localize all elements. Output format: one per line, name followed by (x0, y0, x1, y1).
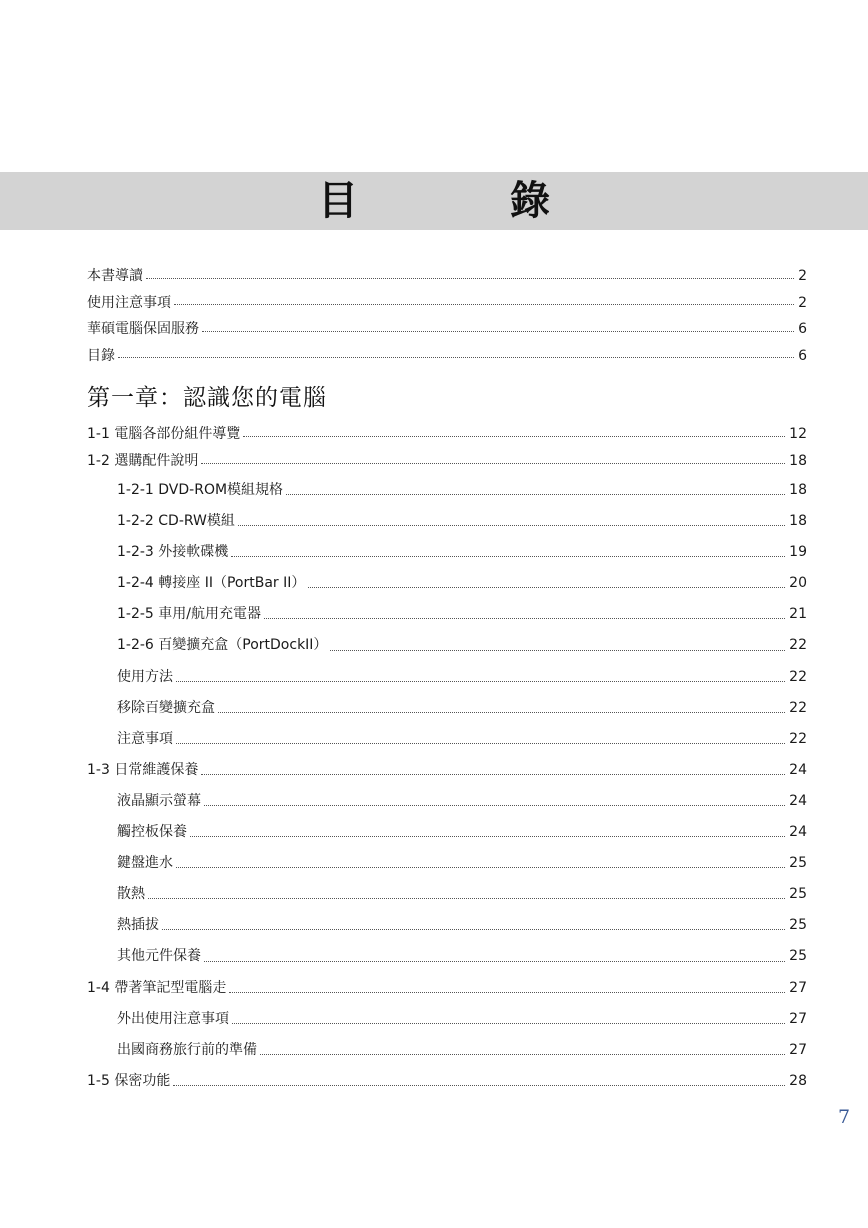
toc-entry-label: 觸控板保養 (117, 824, 187, 841)
toc-entry-page: 25 (789, 855, 807, 872)
toc-entry-page: 22 (789, 637, 807, 654)
toc-entry-label: 1-5 保密功能 (87, 1072, 171, 1089)
dot-leader (308, 587, 785, 588)
chapter-heading: 第一章：認識您的電腦 (87, 385, 327, 411)
toc-entry-label: 1-2 選購配件說明 (87, 453, 199, 469)
chapter-entries-list (87, 421, 807, 1097)
dot-leader (238, 525, 785, 526)
dot-leader (176, 867, 785, 868)
dot-leader (173, 1085, 785, 1086)
dot-leader (229, 992, 785, 993)
toc-entry-label: 1-2-3 外接軟碟機 (117, 544, 229, 561)
dot-leader (330, 650, 785, 651)
toc-entry-page: 24 (789, 761, 807, 778)
dot-leader (204, 961, 785, 962)
toc-entry-page: 18 (789, 482, 807, 498)
toc-entry-label: 移除百變擴充盒 (117, 699, 215, 716)
dot-leader (148, 898, 785, 899)
toc-entry (87, 693, 807, 724)
toc-entry-page: 25 (789, 948, 807, 965)
toc-entry (87, 941, 807, 972)
toc-entry-page: 20 (789, 575, 807, 592)
dot-leader (162, 929, 785, 930)
toc-entry-label: 1-1 電腦各部份組件導覽 (87, 426, 241, 442)
toc-entry-label: 本書導讀 (87, 268, 143, 284)
toc-entry-label: 液晶顯示螢幕 (117, 792, 201, 809)
toc-entry-label: 外出使用注意事項 (117, 1010, 229, 1027)
toc-entry-label: 使用注意事項 (87, 294, 171, 311)
toc-entry-page: 21 (789, 606, 807, 623)
toc-entry (87, 263, 807, 290)
toc-entry (87, 568, 807, 599)
toc-entry (87, 910, 807, 941)
page-number: 7 (838, 1106, 851, 1128)
toc-entry-page: 27 (789, 1010, 807, 1027)
toc-entry-page: 22 (789, 699, 807, 716)
toc-entry-page: 18 (789, 513, 807, 530)
toc-entry-page: 19 (789, 544, 807, 561)
toc-entry-page: 25 (789, 917, 807, 934)
toc-entry (87, 343, 807, 370)
toc-entry-page: 27 (789, 1041, 807, 1058)
toc-entry (87, 316, 807, 343)
toc-entry-page: 25 (789, 886, 807, 903)
dot-leader (201, 463, 785, 464)
toc-entry-label: 出國商務旅行前的準備 (117, 1041, 257, 1058)
dot-leader (190, 836, 785, 837)
toc-entry (87, 448, 807, 475)
dot-leader (286, 494, 785, 495)
toc-entry-page: 18 (789, 453, 807, 469)
toc-entry-label: 1-2-5 車用/航用充電器 (117, 606, 261, 623)
toc-entry-label: 1-2-6 百變擴充盒（PortDockII） (117, 637, 328, 654)
dot-leader (118, 357, 794, 358)
toc-entry (87, 879, 807, 910)
toc-entry-label: 1-3 日常維護保養 (87, 761, 199, 778)
toc-entry-label: 鍵盤進水 (117, 855, 173, 872)
toc-entry (87, 599, 807, 630)
toc-entry (87, 848, 807, 879)
toc-entry-page: 6 (798, 347, 807, 364)
toc-entry-page: 22 (789, 730, 807, 747)
toc-entry-page: 28 (789, 1072, 807, 1089)
front-matter-list (87, 263, 807, 369)
toc-entry-page: 2 (798, 268, 807, 284)
toc-entry-page: 2 (798, 294, 807, 311)
toc-entry-label: 1-4 帶著筆記型電腦走 (87, 979, 227, 996)
dot-leader (231, 556, 785, 557)
dot-leader (260, 1054, 785, 1055)
page-title: 目 錄 (318, 177, 606, 224)
toc-entry-label: 其他元件保養 (117, 948, 201, 965)
toc-entry-page: 22 (789, 668, 807, 685)
toc-entry-page: 27 (789, 979, 807, 996)
dot-leader (176, 681, 785, 682)
toc-entry (87, 755, 807, 786)
table-of-contents (87, 263, 807, 1097)
toc-entry (87, 421, 807, 448)
toc-entry (87, 1066, 807, 1097)
dot-leader (176, 743, 785, 744)
toc-entry-page: 12 (789, 426, 807, 442)
dot-leader (264, 618, 785, 619)
toc-entry (87, 1004, 807, 1035)
toc-entry-label: 散熱 (117, 886, 145, 903)
dot-leader (202, 331, 794, 332)
toc-entry-page: 24 (789, 792, 807, 809)
toc-entry-label: 華碩電腦保固服務 (87, 321, 199, 337)
toc-entry (87, 973, 807, 1004)
toc-entry (87, 662, 807, 693)
toc-entry (87, 506, 807, 537)
toc-entry-label: 1-2-4 轉接座 II（PortBar II） (117, 575, 306, 592)
toc-entry (87, 1035, 807, 1066)
toc-entry-label: 1-2-1 DVD-ROM模組規格 (117, 482, 284, 498)
dot-leader (204, 805, 785, 806)
toc-entry-label: 1-2-2 CD-RW模組 (117, 513, 235, 530)
dot-leader (174, 304, 794, 305)
toc-entry-label: 使用方法 (117, 668, 173, 685)
toc-entry (87, 724, 807, 755)
dot-leader (146, 278, 794, 279)
toc-entry (87, 630, 807, 661)
toc-entry-page: 6 (798, 321, 807, 337)
dot-leader (232, 1023, 785, 1024)
toc-entry-label: 注意事項 (117, 730, 173, 747)
toc-entry-label: 目錄 (87, 347, 115, 364)
toc-entry-label: 熱插拔 (117, 917, 159, 934)
toc-entry (87, 817, 807, 848)
dot-leader (201, 774, 785, 775)
toc-entry (87, 786, 807, 817)
toc-entry (87, 475, 807, 506)
toc-entry-page: 24 (789, 824, 807, 841)
dot-leader (243, 436, 785, 437)
toc-entry (87, 290, 807, 317)
toc-entry (87, 537, 807, 568)
dot-leader (218, 712, 785, 713)
